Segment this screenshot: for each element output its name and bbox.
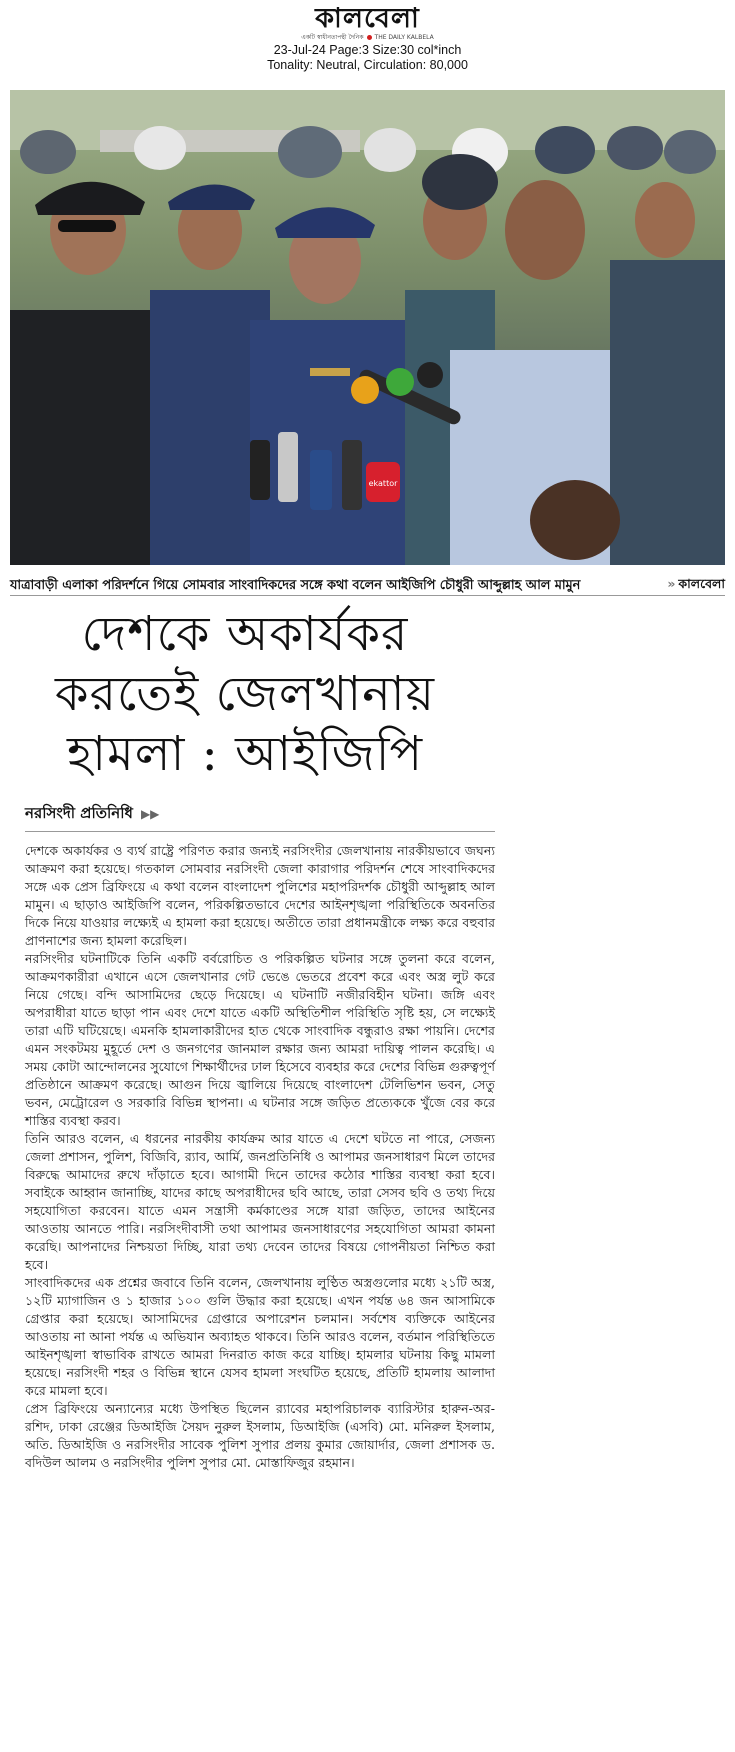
mic-label: ekattor	[368, 479, 398, 488]
headline-line: করতেই জেলখানায়	[55, 666, 435, 722]
news-photo	[10, 90, 725, 565]
police-press-briefing-photo	[10, 90, 725, 565]
caption-brand-label: কালবেলা	[678, 576, 725, 591]
headline	[0, 604, 490, 784]
headline-line: হামলা : আইজিপি	[66, 726, 424, 782]
tonality-info: Tonality: Neutral, Circulation: 80,000	[267, 58, 468, 72]
article-paragraph: সাংবাদিকদের এক প্রশ্নের জবাবে তিনি বলেন, জেলখানায় লুণ্ঠিত অস্ত্রগুলোর মধ্যে ২১টি অস্ত্র, ১২টি ম্যাগাজিন ও ১ হাজার ১০০ গুলি উদ্ধার করা হয়েছে। এখন পর্যন্ত ৬৪ জন আসামিকে গ্রেপ্তার করা হয়েছে। আসামিদের গ্রেপ্তারে অপারেশন চলমান। সর্বশেষ ব্যক্তিকে আইনের আওতায় না আনা পর্যন্ত এ অভিযান অব্যাহত থাকবে। তিনি আরও বলেন, বর্তমান পরিস্থিতিতে আইনশৃঙ্খলা স্বাভাবিক রাখতে আমরা দিনরাত কাজ করে যাচ্ছি। হামলার ঘটনায় কিছু মামলা হয়েছে। নরসিংদী শহর ও বিভিন্ন স্থানে যেসব হামলা সংঘটিত হয়েছে, প্রতিটি হামলায় আলাদা করে মামলা হবে।	[25, 1275, 495, 1398]
masthead	[0, 0, 735, 82]
headline-line: দেশকে অকার্যকর	[81, 606, 409, 662]
red-dot-icon	[367, 35, 372, 40]
article-paragraph: তিনি আরও বলেন, এ ধরনের নারকীয় কার্যক্রম আর যাতে এ দেশে ঘটতে না পারে, সেজন্য জেলা প্রশাসন, পুলিশ, বিজিবি, র‍্যাব, আর্মি, জনপ্রতিনিধি ও আপামর জনসাধারণ মিলে তাদের বিরুদ্ধে আমাদের রুখে দাঁড়াতে হবে। আগামী দিনে তাদের কঠোর শাস্তির ব্যবস্থা করা হবে। সবাইকে আহ্বান জানাচ্ছি, যাদের কাছে অপরাধীদের ছবি আছে, তারা সেসব ছবি ও তথ্য দিয়ে সহযোগিতা করবেন। যাতে এমন সন্ত্রাসী কর্মকাণ্ডের সঙ্গে যারা জড়িত, তাদের আইনের আওতায় আনতে পারি। নরসিংদীবাসী তথা আপামর জনসাধারণের সহযোগিতা আমরা কামনা করেছি। আপনাদের নিশ্চয়তা দিচ্ছি, যারা তথ্য দেবেন তাদের বিষয়ে গোপনীয়তা নিশ্চিত করা হবে।	[25, 1131, 495, 1272]
photo-caption	[10, 574, 725, 596]
byline	[25, 802, 495, 832]
tagline-en: THE DAILY KALBELA	[374, 34, 434, 41]
tagline-bn: একটি স্বাধীনতাপন্থী দৈনিক	[301, 34, 364, 41]
double-chevron-icon: »	[667, 576, 676, 591]
caption-text: যাত্রাবাড়ী এলাকা পরিদর্শনে গিয়ে সোমবার সাংবাদিকদের সঙ্গে কথা বলেন আইজিপি চৌধুরী আব্দুল্লাহ আল মামুন	[10, 578, 581, 593]
article-body	[25, 842, 495, 1472]
article-paragraph: নরসিংদীর ঘটনাটিকে তিনি একটি বর্বরোচিত ও পরিকল্পিত ঘটনার সঙ্গে তুলনা করে বলেন, আক্রমণকারীরা এখানে এসে জেলখানার গেট ভেঙে ভেতরে প্রবেশ করে এবং অস্ত্র লুট করে নিয়ে গেছে। বন্দি আসামিদের ছেড়ে দিয়েছে। এ ঘটনাটি নজীরবিহীন ঘটনা। জঙ্গি এবং অপরাধীরা যাতে ছাড়া পান এবং দেশে যাতে একটি অস্থিতিশীল পরিস্থিতি সৃষ্টি হয়, সে লক্ষ্যেই তারা এটি ঘটিয়েছে। এমনকি হামলাকারীদের হাত থেকে সাংবাদিক বন্ধুরাও রক্ষা পায়নি। দেশের এমন সংকটময় মুহূর্তে দেশ ও জনগণের জানমাল রক্ষার জন্য আমরা দায়িত্ব পালন করেছি। এ সময় কোটা আন্দোলনের সুযোগে শিক্ষার্থীদের ঢাল হিসেবে ব্যবহার করে দেশের বিভিন্ন গুরুত্বপূর্ণ প্রতিষ্ঠানে আক্রমণ করেছে। আগুন দিয়ে জ্বালিয়ে দিয়েছে বাংলাদেশ টেলিভিশন ভবন, সেতু ভবন, মেট্রোরেল ও সরকারি বিভিন্ন স্থাপনা। এ ঘটনার সঙ্গে জড়িত প্রত্যেককে খুঁজে বের করে শাস্তির ব্যবস্থা করব।	[25, 951, 495, 1128]
clip-info: 23-Jul-24 Page:3 Size:30 col*inch	[273, 43, 462, 57]
play-arrows-icon: ▶▶	[140, 807, 160, 821]
newspaper-tagline	[0, 33, 735, 43]
article-paragraph: প্রেস ব্রিফিংয়ে অন্যান্যের মধ্যে উপস্থিত ছিলেন র‍্যাবের মহাপরিচালক ব্যারিস্টার হারুন-অর-রশিদ, ঢাকা রেঞ্জের ডিআইজি সৈয়দ নুরুল ইসলাম, ডিআইজি (এসবি) মো. মনিরুল ইসলাম, অতি. ডিআইজি ও নরসিংদীর সাবেক পুলিশ সুপার প্রলয় কুমার জোয়ার্দার, জেলা প্রশাসক ড. বদিউল আলম ও নরসিংদীর পুলিশ সুপার মো. মোস্তাফিজুর রহমান।	[25, 1401, 495, 1470]
caption-brand	[667, 576, 725, 596]
newspaper-logo: কালবেলা	[315, 3, 420, 34]
byline-text: নরসিংদী প্রতিনিধি	[25, 804, 133, 822]
article-paragraph: দেশকে অকার্যকর ও ব্যর্থ রাষ্ট্রে পরিণত করার জন্যই নরসিংদীর জেলখানায় নারকীয়ভাবে জঘন্য আক্রমণ করা হয়েছে। গতকাল সোমবার নরসিংদী জেলা কারাগার পরিদর্শন শেষে সাংবাদিকদের সঙ্গে এক প্রেস ব্রিফিংয়ে এ কথা বলেন বাংলাদেশ পুলিশের মহাপরিদর্শক চৌধুরী আব্দুল্লাহ আল মামুন। এ ছাড়াও আইজিপি বলেন, পরিকল্পিতভাবে দেশের আইনশৃঙ্খলা পরিস্থিতিকে অবনতির দিকে নিয়ে যাওয়ার লক্ষ্যেই এ হামলা করা হয়েছে। অতীতে তারা প্রধানমন্ত্রীকে লক্ষ্য করে বহুবার প্রাণনাশের জন্য হামলা করেছিল।	[25, 843, 495, 948]
